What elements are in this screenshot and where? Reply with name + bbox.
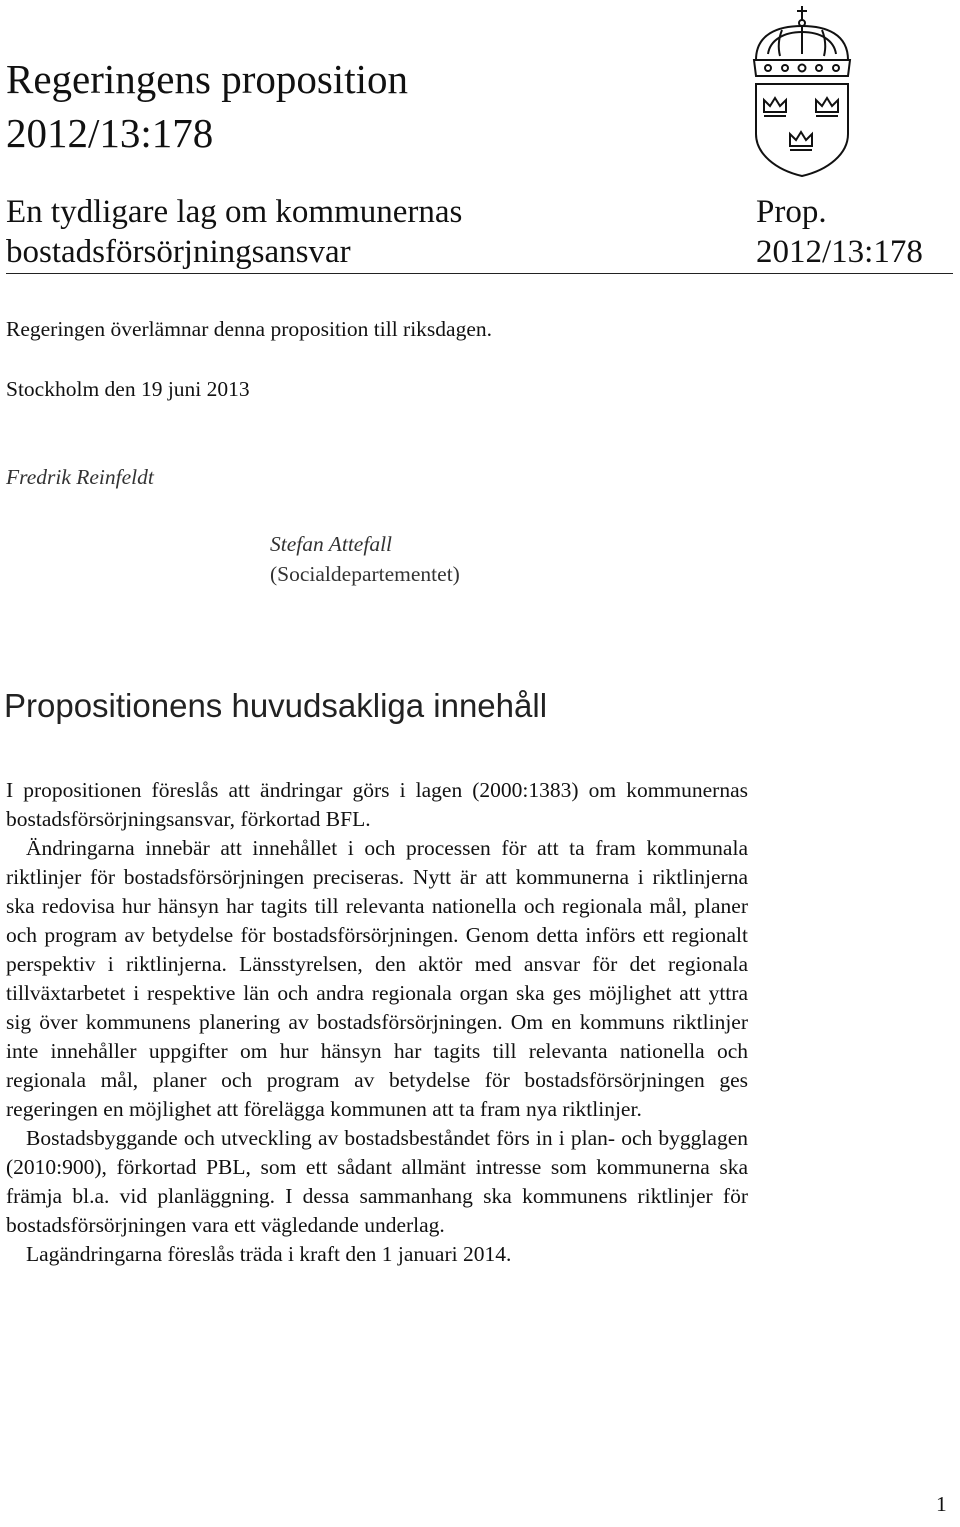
signature-ministry: (Socialdepartementet)	[270, 562, 460, 586]
prop-label: Prop.	[756, 194, 827, 230]
summary-paragraph-1: I propositionen föreslås att ändringar görs i lagen (2000:1383) om kommunernas bostadsförsörjningsansvar, förkortad BFL.	[6, 778, 748, 831]
prop-number: 2012/13:178	[756, 234, 923, 270]
submission-statement: Regeringen överlämnar denna proposition till riksdagen.	[6, 317, 493, 341]
signature-minister: Stefan Attefall	[270, 532, 393, 556]
document-title	[6, 52, 408, 160]
signature-prime-minister: Fredrik Reinfeldt	[6, 465, 154, 489]
document-title-line-2: 2012/13:178	[6, 110, 214, 156]
proposition-subtitle	[6, 192, 462, 272]
summary-body	[6, 776, 748, 1269]
subtitle-line-1: En tydligare lag om kommunernas	[6, 194, 463, 230]
section-heading: Propositionens huvudsakliga innehåll	[4, 687, 548, 724]
place-and-date: Stockholm den 19 juni 2013	[6, 377, 250, 401]
subtitle-line-2: bostadsförsörjningsansvar	[6, 234, 351, 270]
page-number: 1	[936, 1492, 947, 1516]
summary-paragraph-3: Bostadsbyggande och utveckling av bostadsbeståndet förs in i plan- och bygglagen (2010:900), förkortad PBL, som ett sådant allmänt intresse som kommunerna ska främja bl.a. vid planläggning. I dessa sammanhang ska kommunens riktlinjer för bostadsförsörjningen vara ett vägledande underlag.	[6, 1126, 748, 1237]
proposition-reference	[756, 192, 923, 272]
summary-paragraph-4: Lagändringarna föreslås träda i kraft den 1 januari 2014.	[26, 1242, 512, 1266]
header-divider	[6, 273, 953, 274]
summary-paragraph-2: Ändringarna innebär att innehållet i och processen för att ta fram kommunala riktlinjer för bostadsförsörjningen preciseras. Nytt är att kommunerna i riktlinjerna ska redovisa hur hänsyn har tagits till relevanta nationella och regionala mål, planer och program av betydelse för bostadsförsörjningen. Genom detta införs ett regionalt perspektiv i riktlinjerna. Länsstyrelsen, den aktör med ansvar för det regionala tillväxtarbetet i respektive län och andra regionala organ ska ges möjlighet att yttra sig över kommunens planering av bostadsförsörjningen. Om en kommuns riktlinjer inte innehåller uppgifter om hur hänsyn har tagits till relevanta nationella och regionala mål, planer och program av betydelse för bostadsförsörjningen ges regeringen en möjlighet att förelägga kommunen att ta fram nya riktlinjer.	[6, 836, 748, 1121]
coat-of-arms-logo	[748, 4, 856, 179]
document-title-line-1: Regeringens proposition	[6, 56, 408, 102]
